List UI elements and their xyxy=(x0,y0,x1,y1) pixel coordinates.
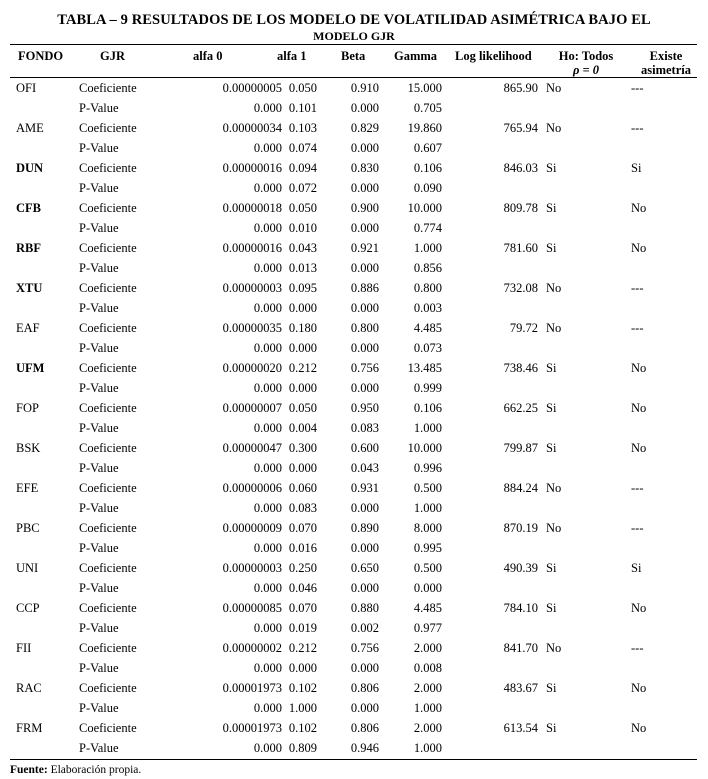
pvalue-beta-cell: 0.946 xyxy=(350,741,379,755)
pvalue-gamma-cell: 0.996 xyxy=(413,461,442,475)
pvalue-gamma-cell: 0.999 xyxy=(413,381,442,395)
pvalue-label-cell: P-Value xyxy=(79,221,119,235)
log-likelihood-cell: 809.78 xyxy=(503,201,538,215)
pvalue-label-cell: P-Value xyxy=(79,461,119,475)
coef-beta-cell: 0.890 xyxy=(350,521,379,535)
pvalue-label-cell: P-Value xyxy=(79,261,119,275)
asimetria-cell: No xyxy=(631,681,647,695)
pvalue-beta-cell: 0.043 xyxy=(350,461,379,475)
header-alfa0: alfa 0 xyxy=(193,49,223,63)
coef-alfa1-cell: 0.300 xyxy=(288,441,317,455)
pvalue-gamma-cell: 1.000 xyxy=(413,421,442,435)
coef-alfa1-cell: 0.050 xyxy=(288,201,317,215)
pvalue-alfa0-cell: 0.000 xyxy=(253,101,282,115)
pvalue-alfa0-cell: 0.000 xyxy=(253,301,282,315)
coef-gamma-cell: 4.485 xyxy=(413,601,442,615)
ho-result-cell: Si xyxy=(546,721,557,735)
coef-alfa0-cell: 0.00001973 xyxy=(222,681,282,695)
coef-alfa0-cell: 0.00000016 xyxy=(222,161,282,175)
coef-beta-cell: 0.886 xyxy=(350,281,379,295)
coef-alfa0-cell: 0.00001973 xyxy=(222,721,282,735)
coef-label-cell: Coeficiente xyxy=(79,481,137,495)
coef-label-cell: Coeficiente xyxy=(79,281,137,295)
coef-beta-cell: 0.756 xyxy=(350,641,379,655)
pvalue-alfa0-cell: 0.000 xyxy=(253,701,282,715)
pvalue-alfa1-cell: 0.013 xyxy=(288,261,317,275)
header-asimetria-line1: Existe xyxy=(649,49,683,63)
pvalue-alfa0-cell: 0.000 xyxy=(253,541,282,555)
header-fondo: FONDO xyxy=(18,49,64,63)
pvalue-beta-cell: 0.000 xyxy=(350,261,379,275)
pvalue-beta-cell: 0.083 xyxy=(350,421,379,435)
log-likelihood-cell: 781.60 xyxy=(503,241,538,255)
pvalue-gamma-cell: 0.008 xyxy=(413,661,442,675)
pvalue-beta-cell: 0.000 xyxy=(350,341,379,355)
pvalue-beta-cell: 0.000 xyxy=(350,501,379,515)
table-subtitle: MODELO GJR xyxy=(313,29,395,43)
coef-gamma-cell: 0.106 xyxy=(413,401,442,415)
coef-alfa1-cell: 0.180 xyxy=(288,321,317,335)
coef-label-cell: Coeficiente xyxy=(79,561,137,575)
coef-alfa1-cell: 0.250 xyxy=(288,561,317,575)
coef-beta-cell: 0.950 xyxy=(350,401,379,415)
log-likelihood-cell: 884.24 xyxy=(503,481,538,495)
pvalue-alfa0-cell: 0.000 xyxy=(253,381,282,395)
fund-name: BSK xyxy=(16,441,41,455)
pvalue-label-cell: P-Value xyxy=(79,741,119,755)
pvalue-label-cell: P-Value xyxy=(79,101,119,115)
fund-name: PBC xyxy=(16,521,40,535)
ho-result-cell: No xyxy=(546,121,562,135)
pvalue-alfa1-cell: 0.016 xyxy=(288,541,317,555)
pvalue-label-cell: P-Value xyxy=(79,661,119,675)
pvalue-alfa1-cell: 1.000 xyxy=(288,701,317,715)
coef-beta-cell: 0.910 xyxy=(350,81,379,95)
coef-label-cell: Coeficiente xyxy=(79,641,137,655)
pvalue-label-cell: P-Value xyxy=(79,421,119,435)
asimetria-cell: No xyxy=(631,601,647,615)
coef-alfa0-cell: 0.00000018 xyxy=(222,201,282,215)
coef-alfa0-cell: 0.00000085 xyxy=(222,601,282,615)
asimetria-cell: --- xyxy=(631,321,644,335)
coef-alfa0-cell: 0.00000009 xyxy=(222,521,282,535)
coef-alfa1-cell: 0.094 xyxy=(288,161,317,175)
pvalue-alfa1-cell: 0.101 xyxy=(288,101,317,115)
pvalue-beta-cell: 0.000 xyxy=(350,141,379,155)
asimetria-cell: No xyxy=(631,201,647,215)
pvalue-gamma-cell: 1.000 xyxy=(413,741,442,755)
coef-label-cell: Coeficiente xyxy=(79,321,137,335)
coef-beta-cell: 0.806 xyxy=(350,721,379,735)
pvalue-alfa1-cell: 0.074 xyxy=(288,141,317,155)
pvalue-label-cell: P-Value xyxy=(79,621,119,635)
coef-alfa1-cell: 0.102 xyxy=(288,681,317,695)
fund-name: RBF xyxy=(16,241,41,255)
coef-gamma-cell: 10.000 xyxy=(407,441,442,455)
coef-alfa1-cell: 0.212 xyxy=(288,641,317,655)
ho-result-cell: Si xyxy=(546,401,557,415)
fund-name: OFI xyxy=(16,81,37,95)
pvalue-beta-cell: 0.002 xyxy=(350,621,379,635)
log-likelihood-cell: 79.72 xyxy=(509,321,538,335)
header-beta: Beta xyxy=(341,49,366,63)
coef-alfa0-cell: 0.00000016 xyxy=(222,241,282,255)
pvalue-gamma-cell: 1.000 xyxy=(413,501,442,515)
pvalue-alfa1-cell: 0.000 xyxy=(288,381,317,395)
coef-alfa1-cell: 0.050 xyxy=(288,401,317,415)
coef-gamma-cell: 15.000 xyxy=(407,81,442,95)
coef-alfa0-cell: 0.00000006 xyxy=(222,481,282,495)
coef-alfa0-cell: 0.00000035 xyxy=(222,321,282,335)
coef-alfa1-cell: 0.070 xyxy=(288,521,317,535)
pvalue-alfa1-cell: 0.000 xyxy=(288,461,317,475)
coef-label-cell: Coeficiente xyxy=(79,601,137,615)
coef-label-cell: Coeficiente xyxy=(79,121,137,135)
pvalue-gamma-cell: 0.774 xyxy=(413,221,442,235)
asimetria-cell: Si xyxy=(631,561,642,575)
coef-beta-cell: 0.921 xyxy=(350,241,379,255)
coef-alfa0-cell: 0.00000005 xyxy=(222,81,282,95)
pvalue-alfa0-cell: 0.000 xyxy=(253,461,282,475)
coef-alfa1-cell: 0.070 xyxy=(288,601,317,615)
pvalue-label-cell: P-Value xyxy=(79,341,119,355)
coef-label-cell: Coeficiente xyxy=(79,401,137,415)
fund-name: CFB xyxy=(16,201,41,215)
pvalue-gamma-cell: 0.856 xyxy=(413,261,442,275)
log-likelihood-cell: 870.19 xyxy=(503,521,538,535)
coef-alfa0-cell: 0.00000007 xyxy=(222,401,282,415)
coef-alfa1-cell: 0.212 xyxy=(288,361,317,375)
coef-beta-cell: 0.806 xyxy=(350,681,379,695)
coef-beta-cell: 0.800 xyxy=(350,321,379,335)
fund-name: EFE xyxy=(16,481,39,495)
coef-alfa0-cell: 0.00000047 xyxy=(222,441,282,455)
pvalue-alfa1-cell: 0.004 xyxy=(288,421,317,435)
pvalue-beta-cell: 0.000 xyxy=(350,181,379,195)
header-ho-line2: ρ = 0 xyxy=(572,63,600,77)
coef-beta-cell: 0.756 xyxy=(350,361,379,375)
coef-beta-cell: 0.830 xyxy=(350,161,379,175)
coef-gamma-cell: 0.500 xyxy=(413,561,442,575)
pvalue-gamma-cell: 0.607 xyxy=(413,141,442,155)
pvalue-gamma-cell: 0.995 xyxy=(413,541,442,555)
coef-gamma-cell: 4.485 xyxy=(413,321,442,335)
coef-gamma-cell: 8.000 xyxy=(413,521,442,535)
header-log-likelihood: Log likelihood xyxy=(455,49,532,63)
coef-gamma-cell: 2.000 xyxy=(413,721,442,735)
pvalue-alfa1-cell: 0.019 xyxy=(288,621,317,635)
pvalue-label-cell: P-Value xyxy=(79,301,119,315)
header-gjr: GJR xyxy=(100,49,125,63)
coef-alfa0-cell: 0.00000034 xyxy=(222,121,282,135)
fund-name: FOP xyxy=(16,401,39,415)
header-ho-line1: Ho: Todos xyxy=(558,49,614,63)
table-bottom-rule xyxy=(10,759,697,760)
coef-gamma-cell: 19.860 xyxy=(407,121,442,135)
pvalue-alfa0-cell: 0.000 xyxy=(253,341,282,355)
coef-gamma-cell: 2.000 xyxy=(413,641,442,655)
pvalue-beta-cell: 0.000 xyxy=(350,301,379,315)
pvalue-alfa0-cell: 0.000 xyxy=(253,581,282,595)
log-likelihood-cell: 784.10 xyxy=(503,601,538,615)
ho-result-cell: No xyxy=(546,641,562,655)
header-gamma: Gamma xyxy=(394,49,438,63)
header-asimetria-line2: asimetría xyxy=(641,63,691,77)
coef-beta-cell: 0.829 xyxy=(350,121,379,135)
pvalue-gamma-cell: 0.705 xyxy=(413,101,442,115)
coef-label-cell: Coeficiente xyxy=(79,521,137,535)
pvalue-beta-cell: 0.000 xyxy=(350,381,379,395)
footer-label: Fuente: xyxy=(10,764,48,776)
ho-result-cell: Si xyxy=(546,161,557,175)
coef-beta-cell: 0.600 xyxy=(350,441,379,455)
pvalue-beta-cell: 0.000 xyxy=(350,541,379,555)
ho-result-cell: Si xyxy=(546,601,557,615)
pvalue-gamma-cell: 0.003 xyxy=(413,301,442,315)
asimetria-cell: --- xyxy=(631,641,644,655)
pvalue-alfa1-cell: 0.000 xyxy=(288,341,317,355)
coef-label-cell: Coeficiente xyxy=(79,441,137,455)
pvalue-gamma-cell: 0.977 xyxy=(413,621,442,635)
asimetria-cell: --- xyxy=(631,481,644,495)
coef-gamma-cell: 10.000 xyxy=(407,201,442,215)
ho-result-cell: No xyxy=(546,281,562,295)
asimetria-cell: No xyxy=(631,241,647,255)
pvalue-alfa0-cell: 0.000 xyxy=(253,261,282,275)
coef-beta-cell: 0.880 xyxy=(350,601,379,615)
pvalue-label-cell: P-Value xyxy=(79,381,119,395)
coef-gamma-cell: 0.500 xyxy=(413,481,442,495)
log-likelihood-cell: 738.46 xyxy=(503,361,538,375)
coef-gamma-cell: 0.800 xyxy=(413,281,442,295)
coef-label-cell: Coeficiente xyxy=(79,161,137,175)
coef-gamma-cell: 0.106 xyxy=(413,161,442,175)
log-likelihood-cell: 865.90 xyxy=(503,81,538,95)
coef-label-cell: Coeficiente xyxy=(79,681,137,695)
pvalue-beta-cell: 0.000 xyxy=(350,701,379,715)
fund-name: RAC xyxy=(16,681,42,695)
fund-name: FII xyxy=(16,641,32,655)
asimetria-cell: --- xyxy=(631,81,644,95)
pvalue-gamma-cell: 0.000 xyxy=(413,581,442,595)
asimetria-cell: No xyxy=(631,401,647,415)
asimetria-cell: --- xyxy=(631,521,644,535)
coef-beta-cell: 0.650 xyxy=(350,561,379,575)
coef-label-cell: Coeficiente xyxy=(79,721,137,735)
coef-label-cell: Coeficiente xyxy=(79,241,137,255)
pvalue-label-cell: P-Value xyxy=(79,701,119,715)
ho-result-cell: No xyxy=(546,481,562,495)
coef-alfa1-cell: 0.095 xyxy=(288,281,317,295)
pvalue-label-cell: P-Value xyxy=(79,181,119,195)
coef-alfa1-cell: 0.103 xyxy=(288,121,317,135)
coef-alfa1-cell: 0.043 xyxy=(288,241,317,255)
coef-gamma-cell: 1.000 xyxy=(413,241,442,255)
pvalue-alfa0-cell: 0.000 xyxy=(253,421,282,435)
fund-name: CCP xyxy=(16,601,40,615)
fund-name: EAF xyxy=(16,321,40,335)
coef-beta-cell: 0.931 xyxy=(350,481,379,495)
pvalue-beta-cell: 0.000 xyxy=(350,661,379,675)
ho-result-cell: Si xyxy=(546,241,557,255)
coef-gamma-cell: 2.000 xyxy=(413,681,442,695)
log-likelihood-cell: 483.67 xyxy=(503,681,538,695)
coef-alfa1-cell: 0.102 xyxy=(288,721,317,735)
fund-name: FRM xyxy=(16,721,43,735)
asimetria-cell: No xyxy=(631,721,647,735)
fund-name: AME xyxy=(16,121,44,135)
asimetria-cell: --- xyxy=(631,281,644,295)
ho-result-cell: Si xyxy=(546,361,557,375)
pvalue-alfa0-cell: 0.000 xyxy=(253,141,282,155)
pvalue-alfa1-cell: 0.072 xyxy=(288,181,317,195)
coef-label-cell: Coeficiente xyxy=(79,201,137,215)
log-likelihood-cell: 662.25 xyxy=(503,401,538,415)
pvalue-beta-cell: 0.000 xyxy=(350,221,379,235)
pvalue-alfa0-cell: 0.000 xyxy=(253,661,282,675)
coef-gamma-cell: 13.485 xyxy=(407,361,442,375)
ho-result-cell: No xyxy=(546,321,562,335)
pvalue-beta-cell: 0.000 xyxy=(350,581,379,595)
pvalue-label-cell: P-Value xyxy=(79,581,119,595)
header-alfa1: alfa 1 xyxy=(277,49,307,63)
pvalue-alfa0-cell: 0.000 xyxy=(253,181,282,195)
coef-alfa0-cell: 0.00000003 xyxy=(222,561,282,575)
coef-alfa1-cell: 0.050 xyxy=(288,81,317,95)
pvalue-alfa0-cell: 0.000 xyxy=(253,621,282,635)
table-title: TABLA – 9 RESULTADOS DE LOS MODELO DE VOLATILIDAD ASIMÉTRICA BAJO EL xyxy=(57,12,651,28)
pvalue-alfa1-cell: 0.010 xyxy=(288,221,317,235)
pvalue-alfa1-cell: 0.083 xyxy=(288,501,317,515)
ho-result-cell: Si xyxy=(546,561,557,575)
coef-alfa0-cell: 0.00000020 xyxy=(222,361,282,375)
coef-label-cell: Coeficiente xyxy=(79,361,137,375)
table-footer xyxy=(10,764,141,776)
log-likelihood-cell: 765.94 xyxy=(503,121,538,135)
ho-result-cell: No xyxy=(546,81,562,95)
log-likelihood-cell: 613.54 xyxy=(503,721,538,735)
pvalue-alfa0-cell: 0.000 xyxy=(253,221,282,235)
coef-label-cell: Coeficiente xyxy=(79,81,137,95)
pvalue-alfa1-cell: 0.000 xyxy=(288,301,317,315)
coef-alfa1-cell: 0.060 xyxy=(288,481,317,495)
fund-name: XTU xyxy=(16,281,43,295)
pvalue-label-cell: P-Value xyxy=(79,541,119,555)
coef-alfa0-cell: 0.00000002 xyxy=(222,641,282,655)
coef-beta-cell: 0.900 xyxy=(350,201,379,215)
log-likelihood-cell: 490.39 xyxy=(503,561,538,575)
footer-text: Elaboración propia. xyxy=(47,764,142,776)
asimetria-cell: --- xyxy=(631,121,644,135)
pvalue-gamma-cell: 0.090 xyxy=(413,181,442,195)
ho-result-cell: Si xyxy=(546,681,557,695)
log-likelihood-cell: 841.70 xyxy=(503,641,538,655)
log-likelihood-cell: 846.03 xyxy=(503,161,538,175)
asimetria-cell: No xyxy=(631,441,647,455)
pvalue-gamma-cell: 0.073 xyxy=(413,341,442,355)
ho-result-cell: Si xyxy=(546,441,557,455)
header-top-rule xyxy=(10,44,697,45)
pvalue-label-cell: P-Value xyxy=(79,501,119,515)
pvalue-alfa1-cell: 0.000 xyxy=(288,661,317,675)
pvalue-alfa1-cell: 0.809 xyxy=(288,741,317,755)
ho-result-cell: Si xyxy=(546,201,557,215)
header-bottom-rule xyxy=(10,77,697,78)
fund-name: DUN xyxy=(16,161,44,175)
fund-name: UFM xyxy=(16,361,45,375)
fund-name: UNI xyxy=(16,561,39,575)
pvalue-gamma-cell: 1.000 xyxy=(413,701,442,715)
ho-result-cell: No xyxy=(546,521,562,535)
pvalue-beta-cell: 0.000 xyxy=(350,101,379,115)
asimetria-cell: No xyxy=(631,361,647,375)
pvalue-label-cell: P-Value xyxy=(79,141,119,155)
asimetria-cell: Si xyxy=(631,161,642,175)
coef-alfa0-cell: 0.00000003 xyxy=(222,281,282,295)
pvalue-alfa1-cell: 0.046 xyxy=(288,581,317,595)
pvalue-alfa0-cell: 0.000 xyxy=(253,501,282,515)
pvalue-alfa0-cell: 0.000 xyxy=(253,741,282,755)
log-likelihood-cell: 732.08 xyxy=(503,281,538,295)
log-likelihood-cell: 799.87 xyxy=(503,441,538,455)
